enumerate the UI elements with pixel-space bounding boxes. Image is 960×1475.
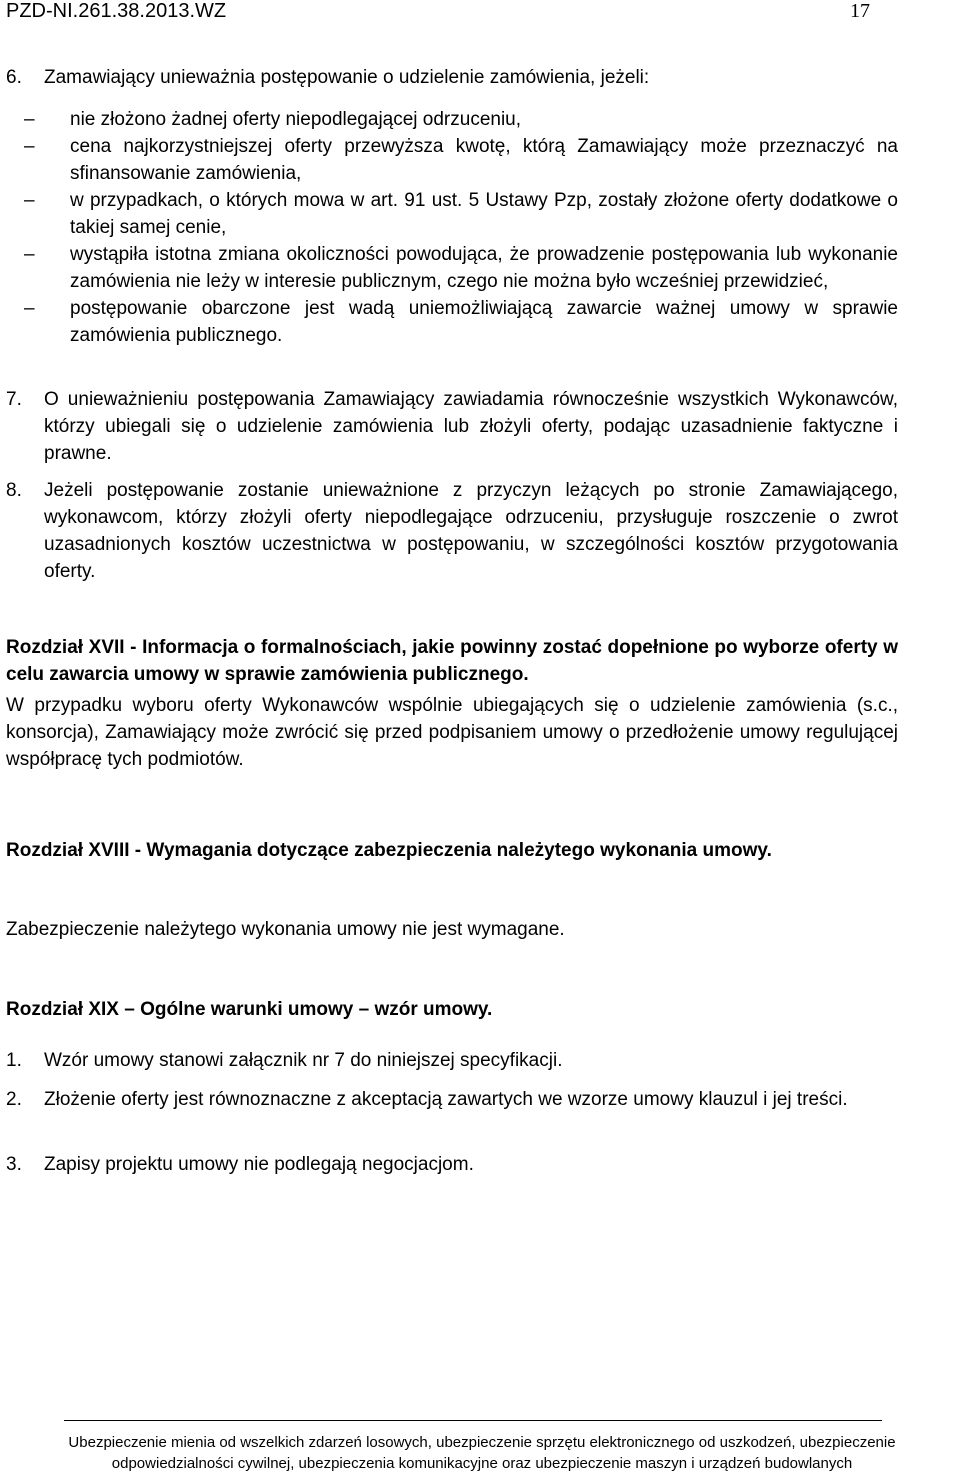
item-number: 3. — [6, 1154, 22, 1175]
item-6 — [6, 64, 898, 91]
item-text: Jeżeli postępowanie zostanie unieważnione z przyczyn leżących po stronie Zamawiającego, wykonawcom, którzy złożyli oferty niepodlegające odrzuceniu, przysługuje roszczenie o zwrot uzasadnionych kosztów uczestnictwa w postępowaniu, w szczególności kosztów przygotowania oferty. — [44, 480, 898, 582]
list-item — [6, 133, 898, 187]
footer-line-2: odpowiedzialności cywilnej, ubezpieczenia komunikacyjne oraz ubezpieczenie maszyn i urządzeń budowlanych — [111, 1455, 853, 1472]
item-text: Zapisy projektu umowy nie podlegają negocjacjom. — [44, 1154, 474, 1175]
list-item-text: postępowanie obarczone jest wadą uniemożliwiającą zawarcie ważnej umowy w sprawie zamówienia publicznego. — [70, 298, 898, 346]
item-text: O unieważnieniu postępowania Zamawiający zawiadamia równocześnie wszystkich Wykonawców, którzy ubiegali się o udzielenie zamówienia lub złożyli oferty, podając uzasadnienie faktyczne i prawne. — [44, 389, 898, 464]
item-7 — [6, 386, 898, 467]
list-item — [6, 106, 898, 133]
page-footer — [6, 1432, 958, 1474]
dash-bullet: – — [24, 190, 35, 211]
chapter-17-text: W przypadku wyboru oferty Wykonawców wspólnie ubiegających się o udzielenie zamówienia (s.c., konsorcja), Zamawiający może zwrócić się przed podpisaniem umowy o przedłożenie umowy regulującej współpracę tych podmiotów. — [6, 695, 898, 770]
chapter-18-heading: Rozdział XVIII - Wymagania dotyczące zabezpieczenia należytego wykonania umowy. — [6, 840, 772, 861]
list-item-text: nie złożono żadnej oferty niepodlegającej odrzuceniu, — [70, 109, 522, 130]
item-6-bullets — [6, 106, 898, 349]
item-8 — [6, 477, 898, 585]
dash-bullet: – — [24, 109, 35, 130]
page-header — [6, 0, 870, 30]
item-text: Wzór umowy stanowi załącznik nr 7 do niniejszej specyfikacji. — [44, 1050, 563, 1071]
item-number: 1. — [6, 1050, 22, 1071]
item-text: Złożenie oferty jest równoznaczne z akceptacją zawartych we wzorze umowy klauzul i jej treści. — [44, 1089, 848, 1110]
chapter-17-heading: Rozdział XVII - Informacja o formalnościach, jakie powinny zostać dopełnione po wyborze oferty w celu zawarcia umowy w sprawie zamówienia publicznego. — [6, 637, 898, 685]
list-item — [6, 187, 898, 241]
list-item-text: cena najkorzystniejszej oferty przewyższa kwotę, którą Zamawiający może przeznaczyć na sfinansowanie zamówienia, — [70, 136, 898, 184]
footer-line-1: Ubezpieczenie mienia od wszelkich zdarzeń losowych, ubezpieczenie sprzętu elektronicznego od uszkodzeń, ubezpieczenie — [68, 1434, 896, 1451]
item-number: 6. — [6, 67, 22, 88]
item-text: Zamawiający unieważnia postępowanie o udzielenie zamówienia, jeżeli: — [44, 67, 650, 88]
dash-bullet: – — [24, 244, 35, 265]
item-number: 8. — [6, 480, 22, 501]
item-number: 2. — [6, 1089, 22, 1110]
item-number: 7. — [6, 389, 22, 410]
chapter-19-item-3 — [6, 1151, 898, 1178]
footer-divider — [64, 1420, 882, 1421]
chapter-18-text: Zabezpieczenie należytego wykonania umowy nie jest wymagane. — [6, 919, 565, 940]
chapter-19-item-2 — [6, 1086, 898, 1113]
document-id: PZD-NI.261.38.2013.WZ — [6, 0, 227, 22]
chapter-19-item-1 — [6, 1047, 898, 1074]
dash-bullet: – — [24, 298, 35, 319]
page-number: 17 — [850, 0, 870, 22]
list-item-text: w przypadkach, o których mowa w art. 91 ust. 5 Ustawy Pzp, zostały złożone oferty dodatkowe o takiej samej cenie, — [70, 190, 898, 238]
list-item — [6, 295, 898, 349]
list-item — [6, 241, 898, 295]
dash-bullet: – — [24, 136, 35, 157]
chapter-19-heading: Rozdział XIX – Ogólne warunki umowy – wzór umowy. — [6, 999, 493, 1020]
list-item-text: wystąpiła istotna zmiana okoliczności powodująca, że prowadzenie postępowania lub wykonanie zamówienia nie leży w interesie publicznym, czego nie można było wcześniej przewidzieć, — [70, 244, 898, 292]
